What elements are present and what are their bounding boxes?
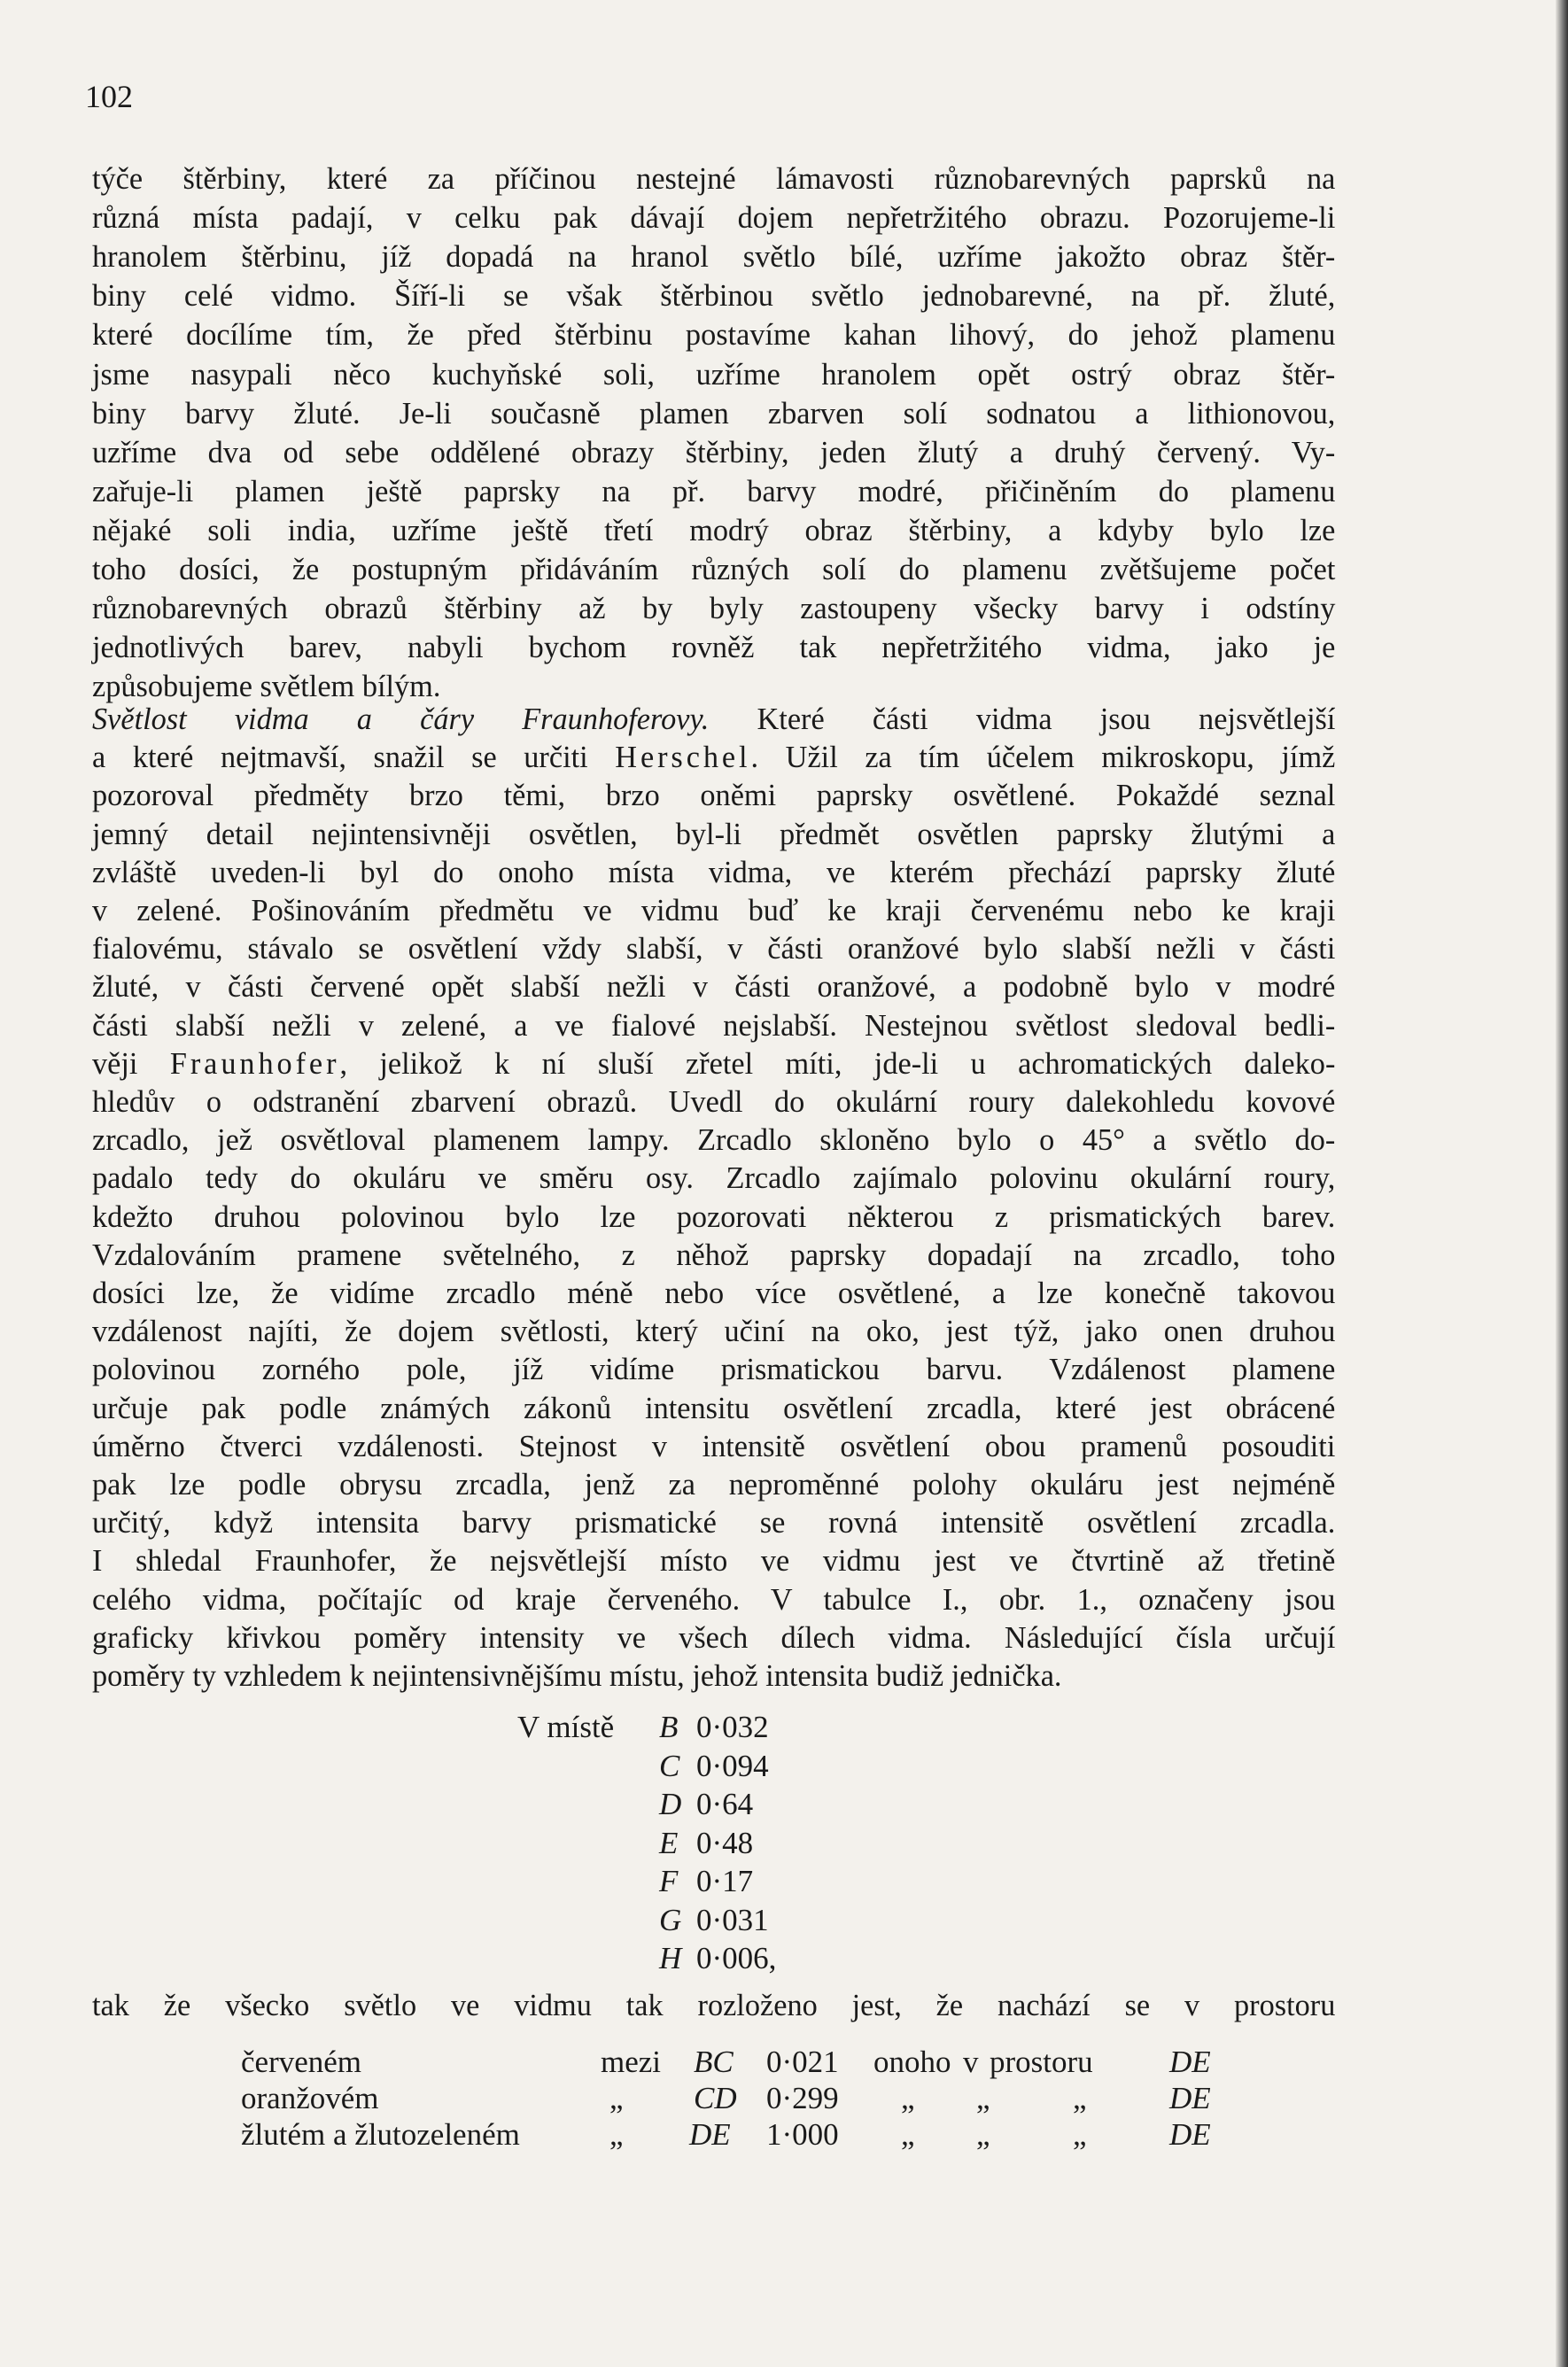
text-run: zvláště uveden-li byl do onoho místa vidma, ve kterém přechází paprsky žluté [92,854,1336,889]
spaced-name: Herschel [615,740,751,775]
ditto-text: prostoru [990,2045,1093,2079]
intensity-value: 0·006, [696,1941,777,1975]
text-line [92,591,1335,626]
text-run: různá místa padají, v celku pak dávají dojem nepřetržitého obrazu. Pozorujeme-li [92,200,1336,236]
preposition: „ [609,2081,624,2115]
page-edge-shadow [1556,0,1568,2367]
text-line [92,1314,1335,1349]
text-line [92,1429,1335,1464]
text-run: polovinou zorného pole, jíž vidíme prismatickou barvu. Vzdálenost plamene [92,1352,1336,1387]
reference-range: DE [1169,2045,1211,2079]
text-run: kdežto druhou polovinou bylo lze pozorovati některou z prismatických barev. [92,1199,1336,1234]
text-line [92,161,1335,197]
reference-range: DE [1169,2081,1211,2115]
reference-range: DE [1169,2117,1211,2152]
italic-heading: Světlost vidma a čáry Fraunhoferovy. [92,702,710,736]
text-run: graficky křivkou poměry intensity ve všech dílech vidma. Následující čísla určují [92,1619,1336,1655]
text-run: jsme nasypali něco kuchyňské soli, uzříme hranolem opět ostrý obraz štěr- [92,356,1336,392]
color-region: červeném [241,2045,362,2079]
spaced-name: Fraunhofer [169,1045,340,1081]
text-run: které docílíme tím, že před štěrbinu postavíme kahan lihový, do jehož plamenu [92,317,1336,353]
text-line [92,396,1335,431]
text-run: . Užil za tím účelem mikroskopu, jímž [750,740,1336,775]
text-line [92,817,1335,852]
preposition: „ [609,2117,624,2152]
text-line [92,278,1335,314]
text-run: různobarevných obrazů štěrbiny až by byly zastoupeny všecky barvy i odstíny [92,591,1336,626]
spectral-range: BC [694,2045,734,2079]
ditto-mark: „ [1073,2117,1087,2152]
page-number: 102 [85,79,133,114]
text-line [92,1543,1335,1579]
text-run: věji [92,1045,170,1081]
text-line [92,669,1335,704]
text-line [92,552,1335,587]
text-line [92,1391,1335,1426]
text-run: určuje pak podle známých zákonů intensitu osvětlení zrcadla, které jest obrácené [92,1390,1336,1425]
text-run: týče štěrbiny, které za příčinou nestejné lámavosti různobarevných paprsků na [92,161,1336,196]
preposition: mezi [601,2045,662,2079]
text-run: zrcadlo, jež osvětloval plamenem lampy. Zrcadlo skloněno bylo o 45° a světlo do- [92,1122,1336,1158]
fraction-value: 0·299 [766,2081,839,2115]
text-run: dosíci lze, že vidíme zrcadlo méně nebo více osvětlené, a lze konečně takovou [92,1276,1336,1310]
intensity-value: 0·48 [696,1825,754,1860]
color-region: žlutém a žlutozeleném [241,2117,520,2152]
ditto-mark: „ [901,2117,915,2152]
text-line [92,1084,1335,1120]
text-run: celého vidma, počítajíc od kraje červeného. V tabulce I., obr. 1., označeny jsou [92,1581,1336,1617]
fraunhofer-line-letter: D [659,1787,682,1821]
text-line [92,1276,1335,1311]
text-line [92,969,1335,1005]
ditto-text: v [963,2045,979,2079]
ditto-mark: „ [1073,2081,1087,2115]
text-line [92,317,1335,353]
ditto-mark: „ [976,2117,990,2152]
intensity-value: 0·094 [696,1748,769,1783]
text-line [92,1352,1335,1387]
text-line [92,435,1335,470]
text-line [92,1467,1335,1502]
spectral-range: DE [689,2117,731,2152]
fraunhofer-line-letter: F [659,1864,679,1898]
intensity-value: 0·031 [696,1902,769,1937]
text-run: pozoroval předměty brzo těmi, brzo oněmi paprsky osvětlené. Pokaždé seznal [92,778,1336,813]
text-run: toho dosíci, že postupným přidáváním různých solí do plamenu zvětšujeme počet [92,552,1336,586]
text-run: hledův o odstranění zbarvení obrazů. Uvedl do okulární roury dalekohledu kovové [92,1084,1336,1119]
text-line [92,1238,1335,1273]
text-run: vzdálenost najíti, že dojem světlosti, který učiní na oko, jest týž, jako onen druhou [92,1314,1336,1349]
text-run: hranolem štěrbinu, jíž dopadá na hranol světlo bílé, uzříme jakožto obraz štěr- [92,239,1336,275]
text-run: v zelené. Pošinováním předmětu ve vidmu buď ke kraji červenému nebo ke kraji [92,893,1336,927]
text-line [92,474,1335,509]
text-run: biny barvy žluté. Je-li současně plamen zbarven solí sodnatou a lithionovou, [92,395,1336,431]
text-line [92,1008,1335,1044]
ditto-mark: „ [976,2081,990,2115]
text-line [92,931,1335,966]
text-run: způsobujeme světlem bílým. [92,669,441,704]
intensity-value: 0·032 [696,1710,769,1744]
fraunhofer-line-letter: G [659,1902,682,1937]
text-line [92,1658,1335,1694]
text-run: nějaké soli india, uzříme ještě třetí modrý obraz štěrbiny, a kdyby bylo lze [92,512,1336,547]
fraction-value: 0·021 [766,2045,839,2079]
text-line [92,200,1335,236]
ditto-text: onoho [873,2045,951,2079]
text-line [92,1122,1335,1158]
text-run: a které nejtmavší, snažil se určiti [92,740,616,775]
text-line [92,239,1335,275]
text-line [92,740,1335,775]
text-run: žluté, v části červené opět slabší nežli v části oranžové, a podobně bylo v modré [92,969,1336,1005]
text-run: biny celé vidmo. Šíří-li se však štěrbinou světlo jednobarevné, na př. žluté, [92,278,1336,314]
intensity-value: 0·64 [696,1787,754,1821]
fraunhofer-line-letter: B [659,1710,679,1744]
text-run: Které části vidma jsou nejsvětlejší [709,702,1336,736]
text-run: uzříme dva od sebe oddělené obrazy štěrbiny, jeden žlutý a druhý červený. Vy- [92,434,1336,470]
text-run: jemný detail nejintensivněji osvětlen, byl-li předmět osvětlen paprsky žlutými a [92,816,1336,851]
text-line [92,1582,1335,1618]
text-run: Vzdalováním pramene světelného, z něhož paprsky dopadají na zrcadlo, toho [92,1237,1336,1272]
intensity-value: 0·17 [696,1864,754,1898]
text-line [92,1505,1335,1540]
spectral-range: CD [694,2081,737,2115]
text-run: části slabší nežli v zelené, a ve fialové nejslabší. Nestejnou světlost sledoval bedli- [92,1007,1336,1043]
text-run: zařuje-li plamen ještě paprsky na př. barvy modré, přičiněním do plamenu [92,473,1336,508]
intensity-label: V místě [517,1710,615,1744]
fraunhofer-line-letter: E [659,1825,679,1860]
fraunhofer-line-letter: C [659,1748,680,1783]
text-run: pak lze podle obrysu zrcadla, jenž za neproměnné polohy okuláru jest nejméně [92,1467,1336,1502]
text-run: úměrno čtverci vzdálenosti. Stejnost v intensitě osvětlení obou pramenů posouditi [92,1428,1336,1463]
text-line [92,1620,1335,1656]
text-line [92,357,1335,392]
text-line [92,855,1335,890]
text-line [92,893,1335,928]
text-line [92,1046,1335,1082]
text-run: jednotlivých barev, nabyli bychom rovněž tak nepřetržitého vidma, jako je [92,630,1336,665]
text-line [92,630,1335,665]
text-line [92,702,1335,737]
text-line: tak že všecko světlo ve vidmu tak rozloženo jest, že nachází se v prostoru [92,1988,1336,2022]
text-run: určitý, když intensita barvy prismatické se rovná intensitě osvětlení zrcadla. [92,1505,1336,1540]
fraunhofer-line-letter: H [659,1941,682,1975]
text-line [92,1160,1335,1196]
text-run: fialovému, stávalo se osvětlení vždy slabší, v části oranžové bylo slabší nežli v části [92,931,1336,966]
color-region: oranžovém [241,2081,379,2115]
text-line [92,513,1335,548]
fraction-value: 1·000 [766,2117,839,2152]
text-run: I shledal Fraunhofer, že nejsvětlejší místo ve vidmu jest ve čtvrtině až třetině [92,1543,1336,1579]
text-run: poměry ty vzhledem k nejintensivnějšímu místu, jehož intensita budiž jednička. [92,1658,1062,1693]
text-run: , jelikož k ní sluší zřetel míti, jde-li u achromatických daleko- [339,1045,1336,1081]
text-line [92,1199,1335,1235]
ditto-mark: „ [901,2081,915,2115]
text-line [92,778,1335,813]
text-run: padalo tedy do okuláru ve směru osy. Zrcadlo zajímalo polovinu okulární roury, [92,1160,1336,1196]
